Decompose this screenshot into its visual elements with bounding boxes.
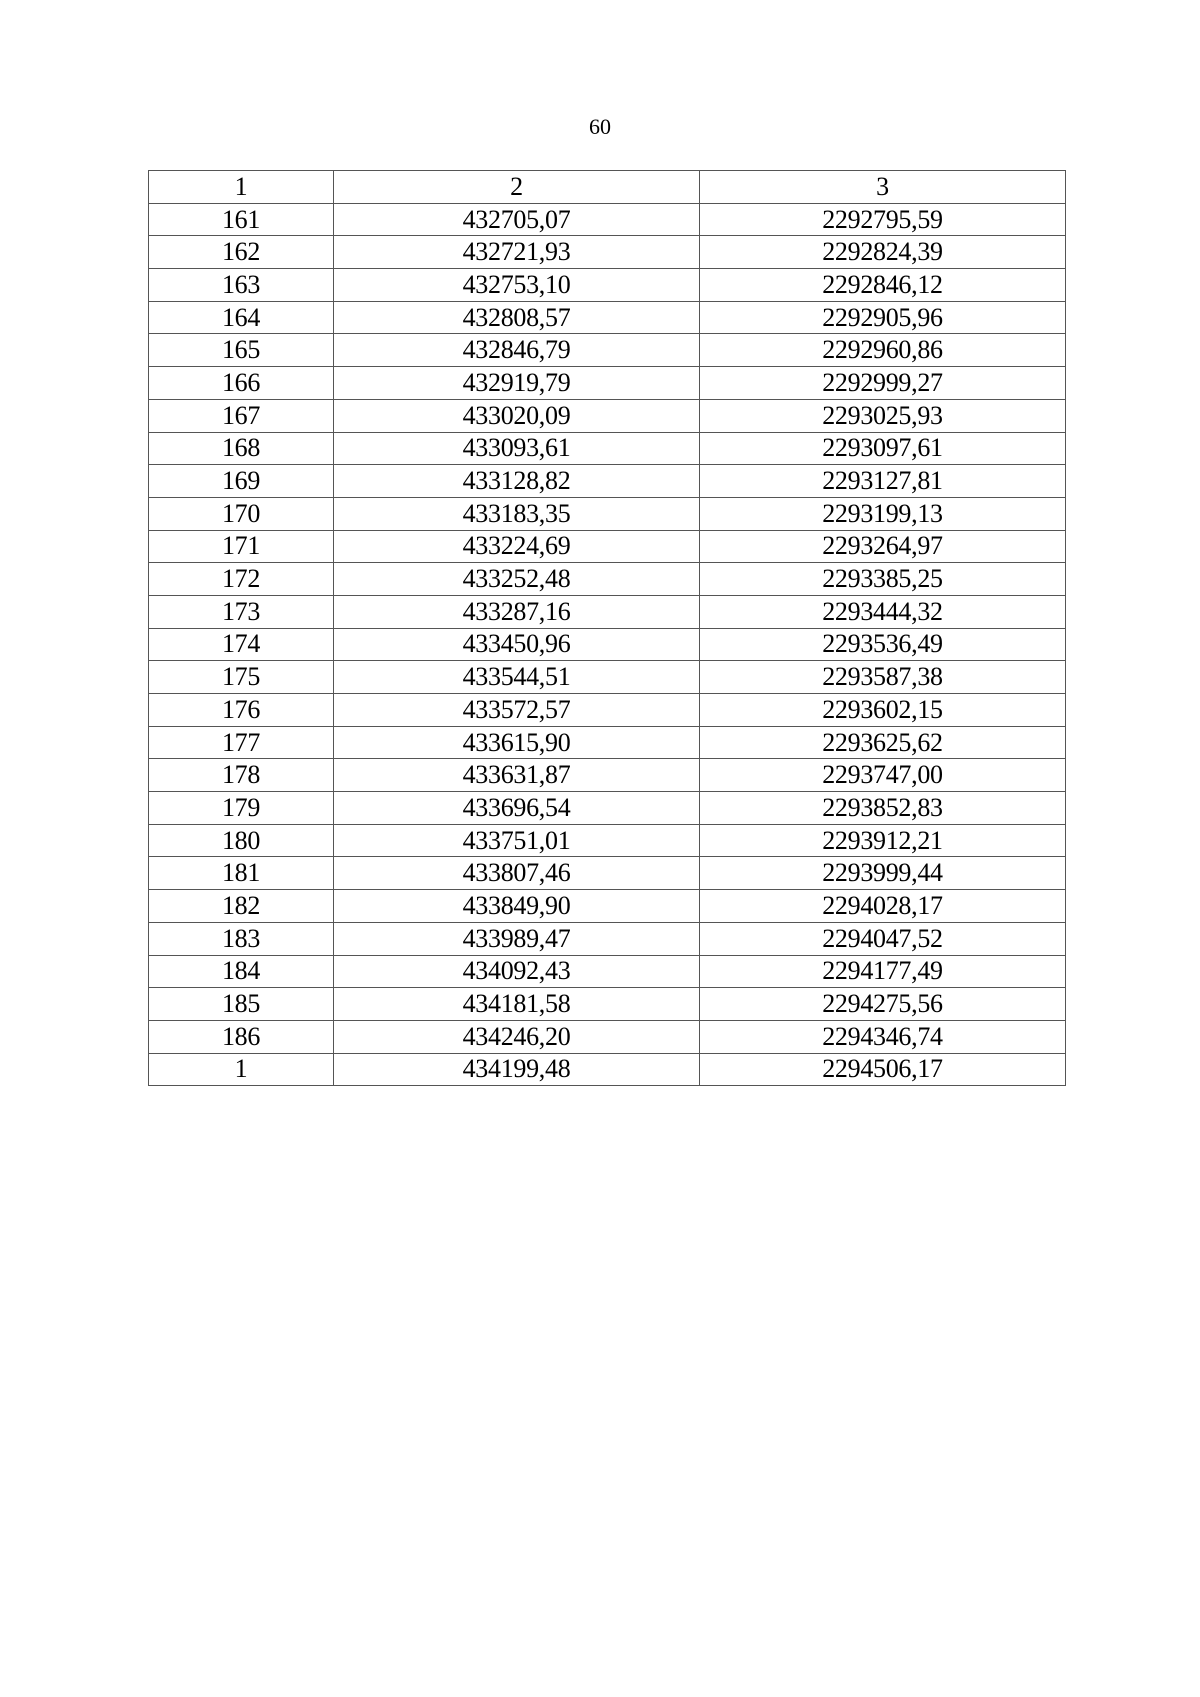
table-row — [149, 530, 1066, 563]
x-coordinate-cell: 433751,01 — [334, 824, 700, 857]
table-row — [149, 661, 1066, 694]
table-row — [149, 759, 1066, 792]
table-row — [149, 1053, 1066, 1086]
table-row — [149, 465, 1066, 498]
coordinates-table — [148, 170, 1066, 1086]
x-coordinate-cell: 433989,47 — [334, 922, 700, 955]
point-number-cell: 178 — [149, 759, 334, 792]
y-coordinate-cell: 2294275,56 — [700, 988, 1066, 1021]
point-number-cell: 186 — [149, 1020, 334, 1053]
point-number-cell: 179 — [149, 792, 334, 825]
point-number-cell: 1 — [149, 1053, 334, 1086]
y-coordinate-cell: 2293747,00 — [700, 759, 1066, 792]
x-coordinate-cell: 433450,96 — [334, 628, 700, 661]
point-number-cell: 165 — [149, 334, 334, 367]
x-coordinate-cell: 433615,90 — [334, 726, 700, 759]
point-number-cell: 181 — [149, 857, 334, 890]
x-coordinate-cell: 432721,93 — [334, 236, 700, 269]
x-coordinate-cell: 434181,58 — [334, 988, 700, 1021]
table-row — [149, 988, 1066, 1021]
point-number-cell: 164 — [149, 301, 334, 334]
page-number: 60 — [589, 114, 611, 139]
x-coordinate-cell: 432808,57 — [334, 301, 700, 334]
point-number-cell: 163 — [149, 269, 334, 302]
point-number-cell: 174 — [149, 628, 334, 661]
y-coordinate-cell: 2292795,59 — [700, 203, 1066, 236]
x-coordinate-cell: 433544,51 — [334, 661, 700, 694]
header-cell-3: 3 — [700, 171, 1066, 204]
x-coordinate-cell: 433696,54 — [334, 792, 700, 825]
table-body — [149, 171, 1066, 1086]
y-coordinate-cell: 2293264,97 — [700, 530, 1066, 563]
y-coordinate-cell: 2292999,27 — [700, 367, 1066, 400]
table-row — [149, 922, 1066, 955]
table-row — [149, 857, 1066, 890]
y-coordinate-cell: 2293625,62 — [700, 726, 1066, 759]
y-coordinate-cell: 2293127,81 — [700, 465, 1066, 498]
y-coordinate-cell: 2293385,25 — [700, 563, 1066, 596]
x-coordinate-cell: 434092,43 — [334, 955, 700, 988]
x-coordinate-cell: 433631,87 — [334, 759, 700, 792]
table-row — [149, 432, 1066, 465]
x-coordinate-cell: 433128,82 — [334, 465, 700, 498]
x-coordinate-cell: 433020,09 — [334, 399, 700, 432]
table-row — [149, 1020, 1066, 1053]
table-row — [149, 694, 1066, 727]
y-coordinate-cell: 2293025,93 — [700, 399, 1066, 432]
x-coordinate-cell: 433287,16 — [334, 595, 700, 628]
y-coordinate-cell: 2292960,86 — [700, 334, 1066, 367]
y-coordinate-cell: 2294506,17 — [700, 1053, 1066, 1086]
y-coordinate-cell: 2293602,15 — [700, 694, 1066, 727]
y-coordinate-cell: 2292846,12 — [700, 269, 1066, 302]
table-row — [149, 890, 1066, 923]
y-coordinate-cell: 2294047,52 — [700, 922, 1066, 955]
table-row — [149, 497, 1066, 530]
x-coordinate-cell: 432705,07 — [334, 203, 700, 236]
point-number-cell: 170 — [149, 497, 334, 530]
table-row — [149, 628, 1066, 661]
point-number-cell: 177 — [149, 726, 334, 759]
y-coordinate-cell: 2293444,32 — [700, 595, 1066, 628]
table-row — [149, 236, 1066, 269]
y-coordinate-cell: 2294177,49 — [700, 955, 1066, 988]
y-coordinate-cell: 2293912,21 — [700, 824, 1066, 857]
table-row — [149, 269, 1066, 302]
x-coordinate-cell: 432919,79 — [334, 367, 700, 400]
x-coordinate-cell: 432846,79 — [334, 334, 700, 367]
x-coordinate-cell: 432753,10 — [334, 269, 700, 302]
point-number-cell: 162 — [149, 236, 334, 269]
point-number-cell: 161 — [149, 203, 334, 236]
point-number-cell: 175 — [149, 661, 334, 694]
x-coordinate-cell: 433252,48 — [334, 563, 700, 596]
point-number-cell: 176 — [149, 694, 334, 727]
y-coordinate-cell: 2293999,44 — [700, 857, 1066, 890]
point-number-cell: 172 — [149, 563, 334, 596]
x-coordinate-cell: 433093,61 — [334, 432, 700, 465]
point-number-cell: 167 — [149, 399, 334, 432]
table-row — [149, 955, 1066, 988]
y-coordinate-cell: 2294346,74 — [700, 1020, 1066, 1053]
table-row — [149, 203, 1066, 236]
point-number-cell: 173 — [149, 595, 334, 628]
y-coordinate-cell: 2293852,83 — [700, 792, 1066, 825]
point-number-cell: 182 — [149, 890, 334, 923]
point-number-cell: 166 — [149, 367, 334, 400]
table-row — [149, 334, 1066, 367]
table-row — [149, 399, 1066, 432]
table-row — [149, 824, 1066, 857]
y-coordinate-cell: 2292905,96 — [700, 301, 1066, 334]
y-coordinate-cell: 2293097,61 — [700, 432, 1066, 465]
x-coordinate-cell: 433849,90 — [334, 890, 700, 923]
header-cell-2: 2 — [334, 171, 700, 204]
point-number-cell: 168 — [149, 432, 334, 465]
x-coordinate-cell: 433224,69 — [334, 530, 700, 563]
table-row — [149, 563, 1066, 596]
y-coordinate-cell: 2294028,17 — [700, 890, 1066, 923]
y-coordinate-cell: 2293199,13 — [700, 497, 1066, 530]
point-number-cell: 185 — [149, 988, 334, 1021]
point-number-cell: 184 — [149, 955, 334, 988]
point-number-cell: 171 — [149, 530, 334, 563]
x-coordinate-cell: 433807,46 — [334, 857, 700, 890]
table-row — [149, 595, 1066, 628]
point-number-cell: 169 — [149, 465, 334, 498]
point-number-cell: 180 — [149, 824, 334, 857]
y-coordinate-cell: 2292824,39 — [700, 236, 1066, 269]
x-coordinate-cell: 434199,48 — [334, 1053, 700, 1086]
table-row — [149, 367, 1066, 400]
x-coordinate-cell: 433572,57 — [334, 694, 700, 727]
y-coordinate-cell: 2293536,49 — [700, 628, 1066, 661]
table-row — [149, 301, 1066, 334]
header-cell-1: 1 — [149, 171, 334, 204]
table-row — [149, 792, 1066, 825]
x-coordinate-cell: 433183,35 — [334, 497, 700, 530]
table-row — [149, 726, 1066, 759]
point-number-cell: 183 — [149, 922, 334, 955]
table-header-row — [149, 171, 1066, 204]
x-coordinate-cell: 434246,20 — [334, 1020, 700, 1053]
y-coordinate-cell: 2293587,38 — [700, 661, 1066, 694]
